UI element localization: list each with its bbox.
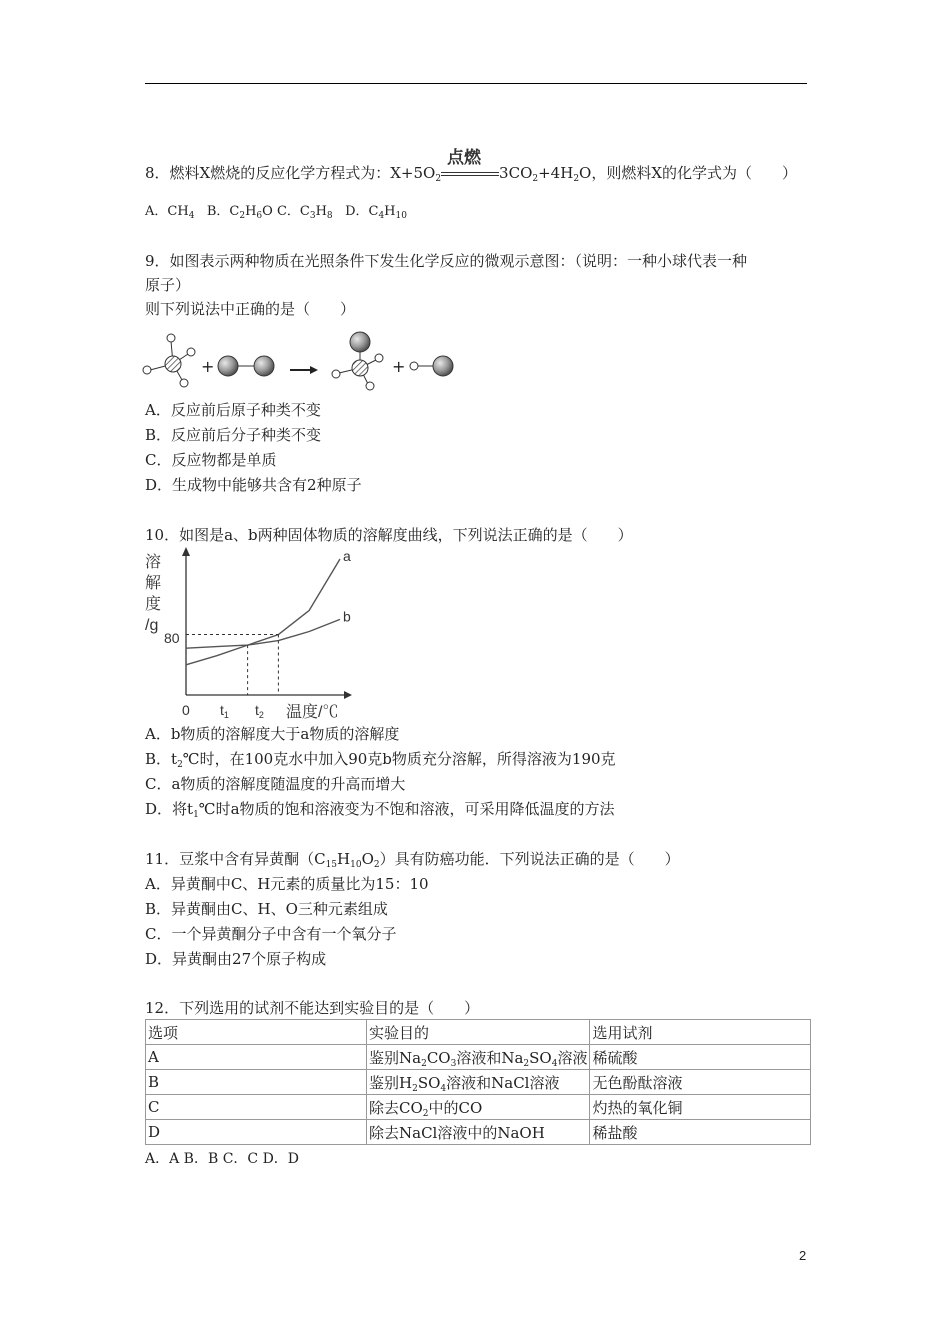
row-purpose: 鉴别$H_2SO_4$溶液和NaCl溶液: [367, 1070, 590, 1095]
question-11-option-b: B．异黄酮由C、H、O三种元素组成: [145, 900, 388, 918]
question-8-options: A．$CH_4$ B．$C_2H_6O$ C．$C_3H_8$ D．$C_4H_{10}$: [145, 204, 407, 221]
table-row: [146, 1120, 811, 1145]
series-a-label: a: [343, 548, 351, 564]
row-option: D: [146, 1120, 367, 1145]
series-a-curve: [186, 559, 340, 665]
row-option: B: [146, 1070, 367, 1095]
reaction-arrow: [441, 148, 499, 181]
row-purpose: 鉴别$Na_2CO_3$溶液和$Na_2SO_4$溶液: [367, 1045, 590, 1070]
table-row: [146, 1095, 811, 1120]
header-rule: [145, 83, 807, 84]
table-header-row: [146, 1020, 811, 1045]
plus-sign: +: [201, 357, 215, 376]
row-reagent: 稀硫酸: [590, 1045, 811, 1070]
y-tick-80: 80: [164, 630, 180, 646]
x-tick-t2: $t_2$: [255, 702, 264, 720]
row-reagent: 灼热的氧化铜: [590, 1095, 811, 1120]
table-row: [146, 1070, 811, 1095]
question-11-stem: 11．豆浆中含有异黄酮$(C_{15}H_{10}O_2)$具有防癌功能．下列说法正确的是（ ）: [145, 850, 680, 870]
y-label-char-1: 溶: [145, 554, 162, 571]
header-reagent: 选用试剂: [590, 1020, 811, 1045]
y-label-char-4: /g: [145, 617, 159, 634]
chlorine-molecule: [218, 356, 274, 376]
methane-molecule: [143, 334, 195, 387]
question-10-option-b: B．$t_2℃$时，在100克水中加入90克b物质充分溶解，所得溶液为190克: [145, 750, 616, 770]
row-option: C: [146, 1095, 367, 1120]
question-9-option-b: B．反应前后分子种类不变: [145, 426, 322, 444]
series-b-label: b: [343, 608, 351, 625]
question-8-stem: 8．燃料X燃烧的反应化学方程式为：$X+5O_2$ 点燃 $3CO_2+4H_2O$，则燃料X的化学式为（ ）: [145, 148, 798, 184]
y-label-char-2: 解: [145, 575, 162, 592]
question-9-stem-line3: 则下列说法中正确的是（ ）: [145, 300, 356, 318]
question-9-option-c: C．反应物都是单质: [145, 451, 277, 469]
question-9-option-d: D．生成物中能够共含有2种原子: [145, 476, 362, 494]
chart-plot-area: [182, 547, 352, 699]
row-reagent: 无色酚酞溶液: [590, 1070, 811, 1095]
row-option: A: [146, 1045, 367, 1070]
x-axis-arrow: [344, 691, 352, 699]
header-option: 选项: [146, 1020, 367, 1045]
x-tick-t1: $t_1$: [220, 702, 229, 720]
row-reagent: 稀盐酸: [590, 1120, 811, 1145]
x-tick-0: 0: [182, 702, 190, 718]
question-12-stem: 12．下列选用的试剂不能达到实验目的是（ ）: [145, 999, 480, 1017]
reagent-table: [145, 1019, 811, 1145]
question-10-stem: 10．如图是a、b两种固体物质的溶解度曲线，下列说法正确的是（ ）: [145, 526, 633, 544]
question-11-option-c: C．一个异黄酮分子中含有一个氧分子: [145, 925, 397, 943]
row-purpose: 除去$CO_2$中的CO: [367, 1095, 590, 1120]
hydrogen-chloride-molecule: [410, 356, 453, 376]
question-11-option-d: D．异黄酮由27个原子构成: [145, 950, 327, 968]
question-10-option-a: A．b物质的溶解度大于a物质的溶解度: [145, 725, 400, 743]
header-purpose: 实验目的: [367, 1020, 590, 1045]
question-10-option-c: C．a物质的溶解度随温度的升高而增大: [145, 775, 406, 793]
x-axis-label: 温度/℃: [286, 704, 339, 721]
chloromethane-molecule: [332, 332, 383, 390]
question-9-stem-line1: 9．如图表示两种物质在光照条件下发生化学反应的微观示意图：（说明：一种小球代表一种: [145, 252, 748, 270]
arrow-icon: [290, 366, 318, 374]
molecule-reaction-diagram: [140, 328, 470, 392]
question-10-option-d: D．将$t_1℃$时a物质的饱和溶液变为不饱和溶液，可采用降低温度的方法: [145, 800, 615, 820]
table-row: [146, 1045, 811, 1070]
row-purpose: 除去NaCl溶液中的NaOH: [367, 1120, 590, 1145]
question-11-option-a: A．异黄酮中C、H元素的质量比为15：10: [145, 875, 429, 893]
y-axis-arrow: [182, 547, 190, 556]
page-number: 2: [799, 1248, 807, 1263]
plus-sign-2: +: [392, 357, 406, 376]
series-b-curve: [186, 619, 340, 648]
question-9-stem-line2: 原子）: [145, 276, 191, 294]
y-label-char-3: 度: [145, 596, 162, 613]
question-9-option-a: A．反应前后原子种类不变: [145, 401, 321, 419]
solubility-chart: [140, 547, 355, 725]
reaction-condition: 点燃: [447, 148, 482, 167]
question-12-options: A．A B．B C．C D．D: [145, 1151, 300, 1167]
